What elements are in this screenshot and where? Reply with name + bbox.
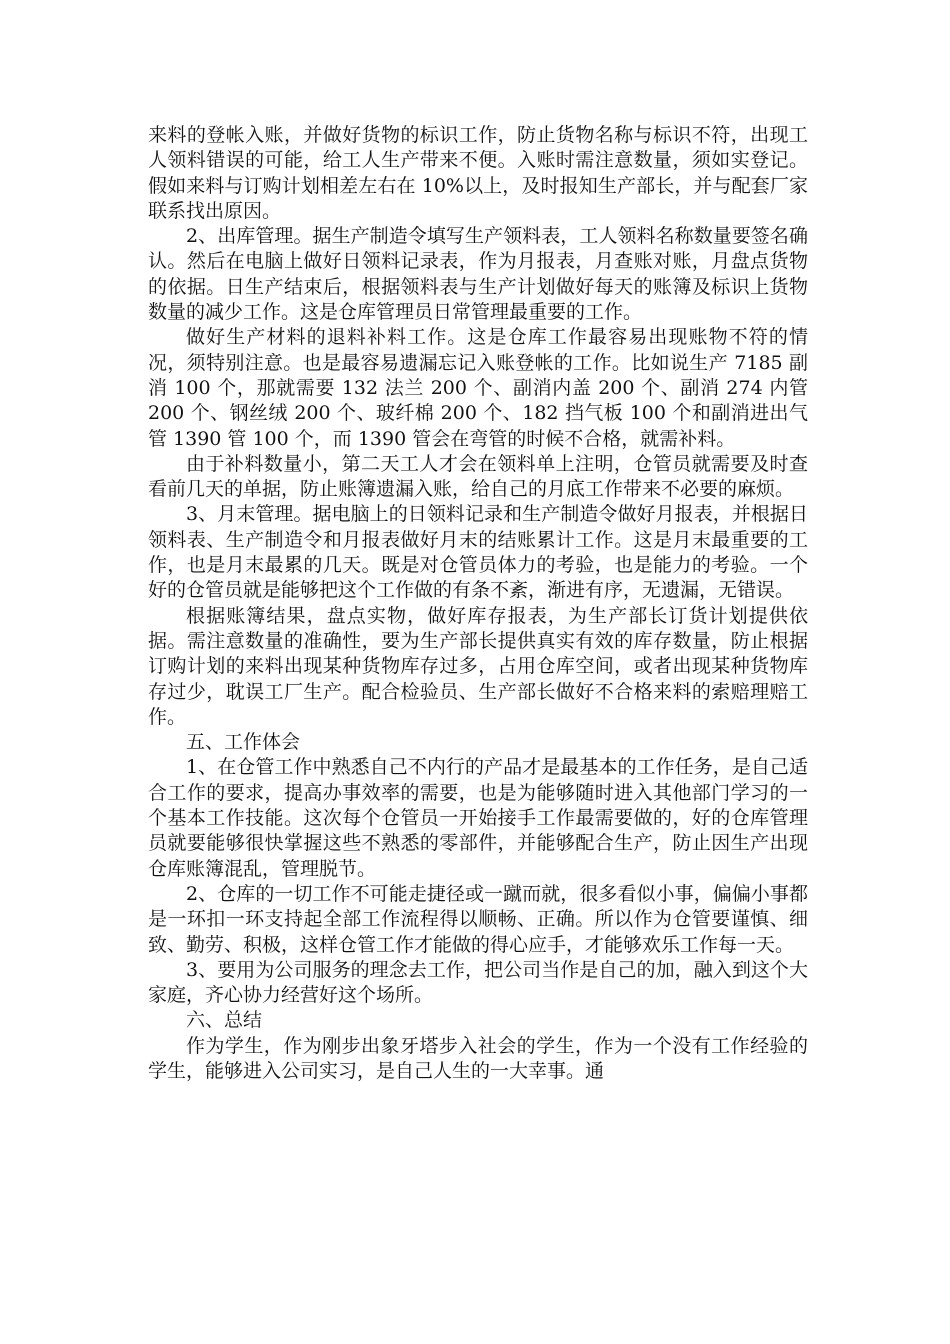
paragraph-outbound-management: 2、出库管理。据生产制造令填写生产领料表，工人领料名称数量要签名确认。然后在电脑上做好日领料记录表，作为月报表，月查账对账，月盘点货物的依据。日生产结束后，根据领料表与生产计划做好每天的账簿及标识上货物数量的减少工作。这是仓库管理员日常管理最重要的工作。: [148, 225, 808, 324]
paragraph-month-end-management: 3、月末管理。据电脑上的日领料记录和生产制造令做好月报表，并根据日领料表、生产制造令和月报表做好月末的结账累计工作。这是月末最重要的工作，也是月末最累的几天。既是对仓管员体力的考验，也是能力的考验。一个好的仓管员就是能够把这个工作做的有条不紊，渐进有序，无遗漏，无错误。: [148, 503, 808, 602]
section-heading-summary: 六、总结: [186, 1009, 263, 1032]
paragraph-inventory-report: 根据账簿结果，盘点实物，做好库存报表，为生产部长订货计划提供依据。需注意数量的准确性，要为生产部长提供真实有效的库存数量，防止根据订购计划的来料出现某种货物库存过多，占用仓库空间，或者出现某种货物库存过少，耽误工厂生产。配合检验员、生产部长做好不合格来料的索赔理赔工作。: [148, 604, 808, 728]
paragraph-experience-2: 2、仓库的一切工作不可能走捷径或一蹴而就，很多看似小事，偏偏小事都是一环扣一环支持起全部工作流程得以顺畅、正确。所以作为仓管要谨慎、细致、勤劳、积极，这样仓管工作才能做的得心应手，才能够欢乐工作每一天。: [148, 882, 808, 956]
paragraph-experience-1: 1、在仓管工作中熟悉自己不内行的产品才是最基本的工作任务，是自己适合工作的要求，提高办事效率的需要，也是为能够随时进入其他部门学习的一个基本工作技能。这次每个仓管员一开始接手工作最需要做的，好的仓库管理员就要能够很快掌握这些不熟悉的零部件，并能够配合生产，防止因生产出现仓库账簿混乱，管理脱节。: [148, 756, 808, 880]
paragraph-summary: 作为学生，作为刚步出象牙塔步入社会的学生，作为一个没有工作经验的学生，能够进入公司实习，是自己人生的一大幸事。通: [148, 1034, 808, 1082]
document-page: [148, 123, 808, 1084]
section-heading-work-experience: 五、工作体会: [186, 731, 301, 754]
paragraph-experience-3: 3、要用为公司服务的理念去工作，把公司当作是自己的加，融入到这个大家庭，齐心协力经营好这个场所。: [148, 958, 808, 1007]
paragraph-incoming-registration: 来料的登帐入账，并做好货物的标识工作，防止货物名称与标识不符，出现工人领料错误的可能，给工人生产带来不便。入账时需注意数量，须如实登记。假如来料与订购计划相差左右在 10%以上，及时报知生产部长，并与配套厂家联系找出原因。: [148, 124, 808, 222]
paragraph-replenish-note: 由于补料数量小，第二天工人才会在领料单上注明，仓管员就需要及时查看前几天的单据，防止账簿遗漏入账，给自己的月底工作带来不必要的麻烦。: [148, 452, 808, 501]
paragraph-return-replenish: 做好生产材料的退料补料工作。这是仓库工作最容易出现账物不符的情况，须特别注意。也是最容易遗漏忘记入账登帐的工作。比如说生产 7185 副消 100 个，那就需要 132 法兰 200 个、副消内盖 200 个、副消 274 内管 200 个、钢丝绒 200 个、玻纤棉 200 个、182 挡气板 100 个和副消进出气管 1390 管 100 个，而 1390 管会在弯管的时候不合格，就需补料。: [148, 326, 808, 450]
